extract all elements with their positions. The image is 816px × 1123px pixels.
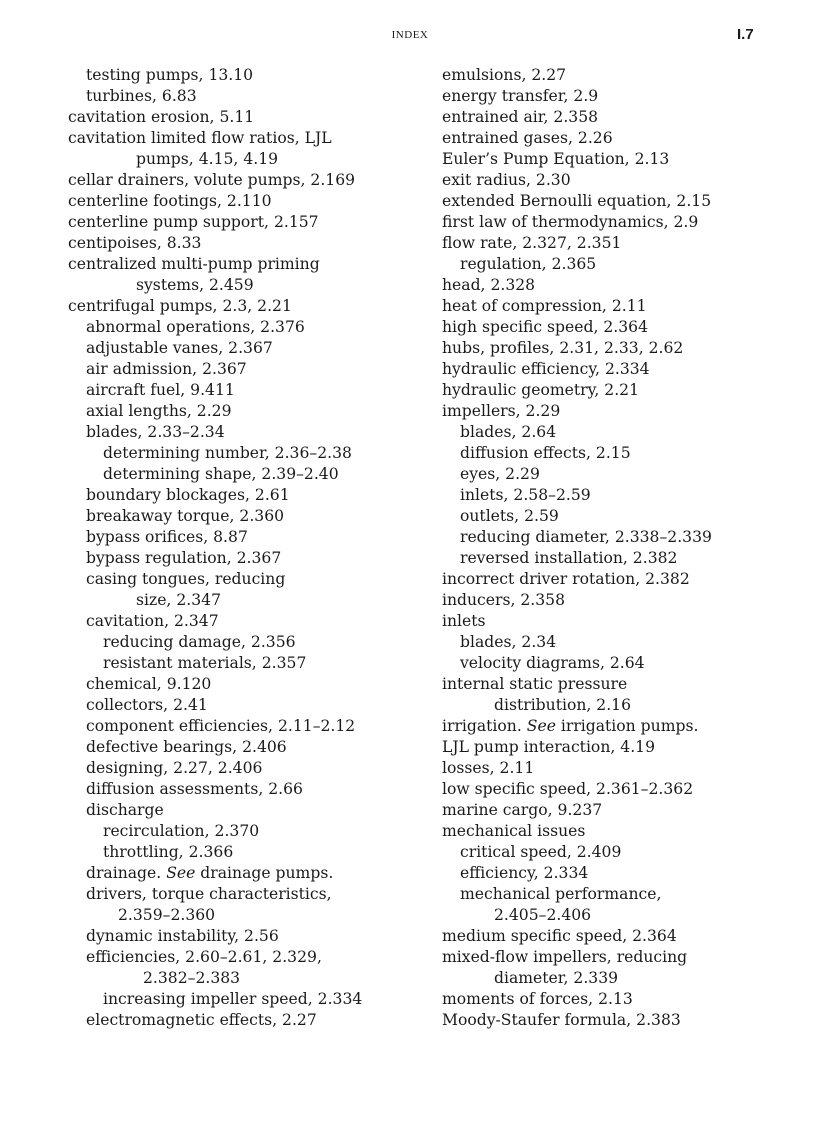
index-entry: bypass regulation, 2.367 [86, 549, 282, 567]
index-entry: mechanical performance, [460, 885, 662, 903]
see-target: drainage pumps. [195, 864, 334, 882]
index-entry: resistant materials, 2.357 [103, 654, 307, 672]
see-reference: See [526, 717, 556, 735]
index-entry: low specific speed, 2.361–2.362 [442, 780, 694, 798]
index-entry: flow rate, 2.327, 2.351 [442, 234, 622, 252]
index-entry-continuation: distribution, 2.16 [494, 696, 632, 714]
index-entry: head, 2.328 [442, 276, 536, 294]
index-entry: high specific speed, 2.364 [442, 318, 649, 336]
index-entry: reducing diameter, 2.338–2.339 [460, 528, 712, 546]
index-entry: hydraulic geometry, 2.21 [442, 381, 639, 399]
index-entry: marine cargo, 9.237 [442, 801, 603, 819]
index-entry: centralized multi-pump priming [68, 255, 320, 273]
index-entry: bypass orifices, 8.87 [86, 528, 248, 546]
index-entry: cavitation, 2.347 [86, 612, 219, 630]
running-header: INDEX [391, 29, 429, 41]
index-entry: air admission, 2.367 [86, 360, 247, 378]
index-entry: moments of forces, 2.13 [442, 990, 633, 1008]
index-entry: defective bearings, 2.406 [86, 738, 287, 756]
index-entry: adjustable vanes, 2.367 [86, 339, 273, 357]
index-entry: recirculation, 2.370 [103, 822, 260, 840]
index-entry-continuation: 2.405–2.406 [494, 906, 592, 924]
page-number: I.7 [737, 26, 754, 43]
index-entry: impellers, 2.29 [442, 402, 561, 420]
index-entry: emulsions, 2.27 [442, 66, 567, 84]
index-entry: drivers, torque characteristics, [86, 885, 332, 903]
index-entry: inducers, 2.358 [442, 591, 566, 609]
index-entry-continuation: pumps, 4.15, 4.19 [136, 150, 279, 168]
index-entry: cavitation limited flow ratios, LJL [68, 129, 332, 147]
index-entry: internal static pressure [442, 675, 628, 693]
index-entry: energy transfer, 2.9 [442, 87, 599, 105]
index-entry: inlets, 2.58–2.59 [460, 486, 591, 504]
index-entry: abnormal operations, 2.376 [86, 318, 305, 336]
index-entry: centipoises, 8.33 [68, 234, 202, 252]
index-column-left [68, 65, 418, 1031]
index-entry: component efficiencies, 2.11–2.12 [86, 717, 356, 735]
index-entry: blades, 2.34 [460, 633, 557, 651]
index-entry: hubs, profiles, 2.31, 2.33, 2.62 [442, 339, 684, 357]
index-entry: heat of compression, 2.11 [442, 297, 647, 315]
index-entry: diffusion assessments, 2.66 [86, 780, 303, 798]
see-target: irrigation pumps. [555, 717, 699, 735]
index-entry: aircraft fuel, 9.411 [86, 381, 235, 399]
index-entry: critical speed, 2.409 [460, 843, 622, 861]
index-entry: velocity diagrams, 2.64 [460, 654, 645, 672]
index-entry: inlets [442, 612, 486, 630]
index-entry: eyes, 2.29 [460, 465, 540, 483]
index-entry: hydraulic efficiency, 2.334 [442, 360, 650, 378]
index-entry: determining number, 2.36–2.38 [103, 444, 352, 462]
index-entry: designing, 2.27, 2.406 [86, 759, 263, 777]
index-entry-continuation: diameter, 2.339 [494, 969, 619, 987]
index-entry: incorrect driver rotation, 2.382 [442, 570, 690, 588]
index-entry: collectors, 2.41 [86, 696, 208, 714]
index-entry: reversed installation, 2.382 [460, 549, 678, 567]
index-entry: efficiency, 2.334 [460, 864, 589, 882]
index-entry: entrained air, 2.358 [442, 108, 599, 126]
index-entry: dynamic instability, 2.56 [86, 927, 279, 945]
index-entry-continuation: size, 2.347 [136, 591, 221, 609]
index-entry: efficiencies, 2.60–2.61, 2.329, [86, 948, 322, 966]
index-entry-continuation: 2.382–2.383 [143, 969, 241, 987]
index-entry: diffusion effects, 2.15 [460, 444, 631, 462]
see-reference: See [166, 864, 196, 882]
index-entry: turbines, 6.83 [86, 87, 197, 105]
entry-term: irrigation. [442, 717, 522, 735]
index-entry: axial lengths, 2.29 [86, 402, 232, 420]
index-entry: electromagnetic effects, 2.27 [86, 1011, 317, 1029]
index-entry: increasing impeller speed, 2.334 [103, 990, 363, 1008]
index-entry: centerline footings, 2.110 [68, 192, 272, 210]
index-entry: centerline pump support, 2.157 [68, 213, 319, 231]
index-entry: testing pumps, 13.10 [86, 66, 254, 84]
index-entry: breakaway torque, 2.360 [86, 507, 285, 525]
index-entry: chemical, 9.120 [86, 675, 212, 693]
index-entry: blades, 2.33–2.34 [86, 423, 225, 441]
index-entry: exit radius, 2.30 [442, 171, 571, 189]
index-entry: mechanical issues [442, 822, 586, 840]
index-entry-continuation: systems, 2.459 [136, 276, 254, 294]
index-entry: medium specific speed, 2.364 [442, 927, 677, 945]
index-entry: cellar drainers, volute pumps, 2.169 [68, 171, 356, 189]
index-entry: throttling, 2.366 [103, 843, 234, 861]
index-entry: cavitation erosion, 5.11 [68, 108, 255, 126]
entry-term: drainage. [86, 864, 162, 882]
index-entry-continuation: 2.359–2.360 [118, 906, 216, 924]
index-entry: regulation, 2.365 [460, 255, 597, 273]
index-entry: discharge [86, 801, 164, 819]
index-entry: boundary blockages, 2.61 [86, 486, 290, 504]
index-entry: first law of thermodynamics, 2.9 [442, 213, 699, 231]
index-entry: centrifugal pumps, 2.3, 2.21 [68, 297, 292, 315]
index-entry: Moody-Staufer formula, 2.383 [442, 1011, 681, 1029]
index-column-right [442, 65, 772, 1031]
index-entry [442, 716, 772, 737]
index-entry [68, 863, 418, 884]
index-entry: losses, 2.11 [442, 759, 535, 777]
index-entry: extended Bernoulli equation, 2.15 [442, 192, 712, 210]
index-entry: LJL pump interaction, 4.19 [442, 738, 655, 756]
index-entry: determining shape, 2.39–2.40 [103, 465, 339, 483]
index-entry: reducing damage, 2.356 [103, 633, 296, 651]
index-entry: entrained gases, 2.26 [442, 129, 613, 147]
index-entry: mixed-flow impellers, reducing [442, 948, 688, 966]
index-entry: Euler’s Pump Equation, 2.13 [442, 150, 670, 168]
index-entry: outlets, 2.59 [460, 507, 559, 525]
index-entry: blades, 2.64 [460, 423, 557, 441]
index-entry: casing tongues, reducing [86, 570, 286, 588]
